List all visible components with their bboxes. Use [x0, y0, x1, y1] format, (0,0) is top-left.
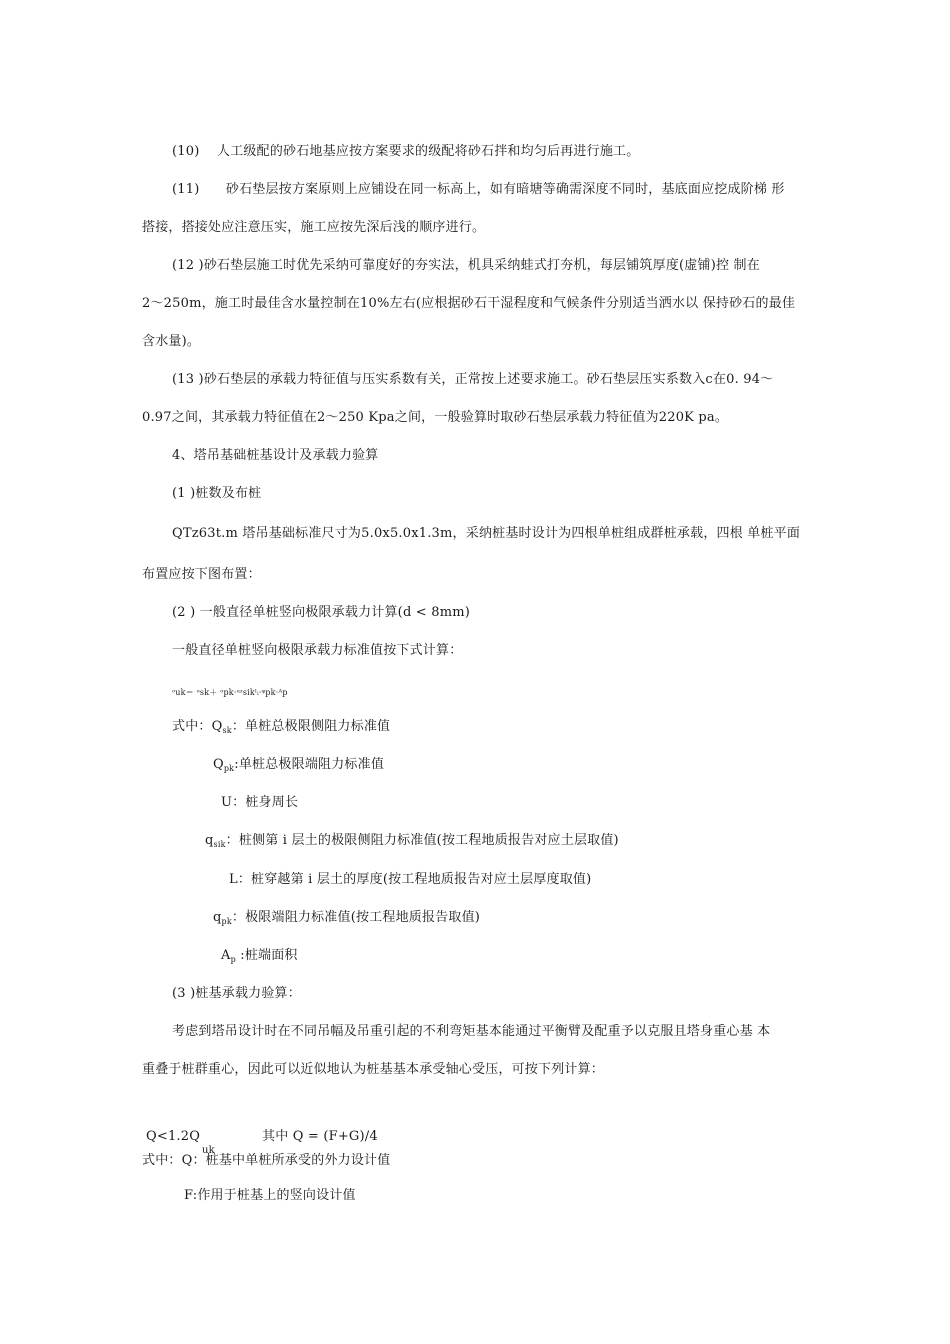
section-4-3-line1: 考虑到塔吊设计时在不同吊幅及吊重引起的不利弯矩基本能通过平衡臂及配重予以克服且塔身重心基 本 [172, 1024, 771, 1039]
section-4-3-line2: 重叠于桩群重心，因此可以近似地认为桩基基本承受轴心受压，可按下列计算： [142, 1062, 605, 1077]
definition-qsik-label: q [205, 833, 214, 848]
paragraph-10: (10) 人工级配的砂石地基应按方案要求的级配将砂石拌和均匀后再进行施工。 [172, 144, 640, 159]
definition-qsk [172, 718, 390, 740]
definition-qsk-label: 式中：Q [172, 719, 223, 734]
section-4-1-line2: 布置应按下图布置： [142, 567, 261, 582]
section-4-1-heading: (1 )桩数及布桩 [172, 486, 262, 501]
definition-qpk-subscript: pk [223, 764, 235, 773]
definition-qsk-text: ：单桩总极限侧阻力标准值 [231, 719, 391, 734]
definition-u: U：桩身周长 [221, 795, 299, 810]
definition-qsik-subscript: sik [213, 840, 226, 849]
definition-ap-text: :桩端面积 [235, 948, 298, 963]
definition-qsik [205, 832, 619, 854]
definition-qpk-label: Q [213, 757, 224, 772]
section-4-1-line1: QTz63t.m 塔吊基础标准尺寸为5.0x5.0x1.3m，采纳桩基时设计为四根单桩组成群桩承载，四根 单桩平面 [172, 526, 801, 541]
formula-uk: ᵒuk＝ ᵒsk＋ ᵒpk·ᵘᶻsikˡᵢ·ᵠpk·ᴬp [172, 688, 288, 697]
definition-q: 式中：Q：桩基中单桩所承受的外力设计值 [142, 1153, 391, 1168]
section-4-heading: 4、塔吊基础桩基设计及承载力验算 [172, 448, 379, 463]
section-4-3-heading: (3 )桩基承载力验算： [172, 986, 301, 1001]
definition-ap [221, 947, 298, 969]
paragraph-13-line2: 0.97之间，其承载力特征值在2〜250 Kpa之间，一般验算时取砂石垫层承载力特征值为220K pa。 [142, 410, 729, 425]
formula-q-subscript: uk [202, 1145, 215, 1156]
definition-ap-label: A [221, 948, 231, 963]
paragraph-12-line1: (12 )砂石垫层施工时优先采纳可靠度好的夯实法，机具采纳蛙式打夯机，每层铺筑厚度(虚铺)控 制在 [172, 258, 760, 273]
definition-qpk [213, 756, 384, 778]
section-4-2-heading: (2 ) 一般直径单桩竖向极限承载力计算(d < 8mm) [172, 605, 471, 620]
definition-qsik-text: ：桩侧第 i 层土的极限侧阻力标准值(按工程地质报告对应土层取值) [225, 833, 619, 848]
paragraph-12-line2: 2〜250m，施工时最佳含水量控制在10%左右(应根据砂石干湿程度和气候条件分别适当洒水以 保持砂石的最佳 [142, 296, 796, 311]
definition-ap-subscript: p [230, 955, 236, 964]
paragraph-12-line3: 含水量)。 [142, 334, 201, 349]
section-4-2-line1: 一般直径单桩竖向极限承载力标准值按下式计算： [172, 643, 463, 658]
paragraph-11-line2: 搭接，搭接处应注意压实，施工应按先深后浅的顺序进行。 [142, 220, 486, 235]
paragraph-11-line1: (11) 砂石垫层按方案原则上应铺设在同一标高上，如有暗塘等确需深度不同时，基底面应挖成阶梯 形 [172, 182, 785, 197]
formula-q-left: Q<1.2Q [146, 1129, 201, 1144]
definition-f: F:作用于桩基上的竖向设计值 [184, 1188, 356, 1203]
definition-qpk-end-label: q [213, 910, 222, 925]
definition-qsk-subscript: sk [222, 726, 232, 735]
definition-qpk-end-subscript: pk [221, 917, 232, 926]
definition-qpk-end-text: ：极限端阻力标准值(按工程地质报告取值) [231, 910, 481, 925]
definition-qpk-text: :单桩总极限端阻力标准值 [234, 757, 385, 772]
paragraph-13-line1: (13 )砂石垫层的承载力特征值与压实系数有关，正常按上述要求施工。砂石垫层压实系数入c在0. 94〜 [172, 372, 774, 387]
definition-l: L：桩穿越第 i 层土的厚度(按工程地质报告对应土层厚度取值) [229, 872, 592, 887]
definition-qpk-end [213, 909, 480, 931]
formula-q-right: 其中 Q = (F+G)/4 [262, 1129, 378, 1144]
